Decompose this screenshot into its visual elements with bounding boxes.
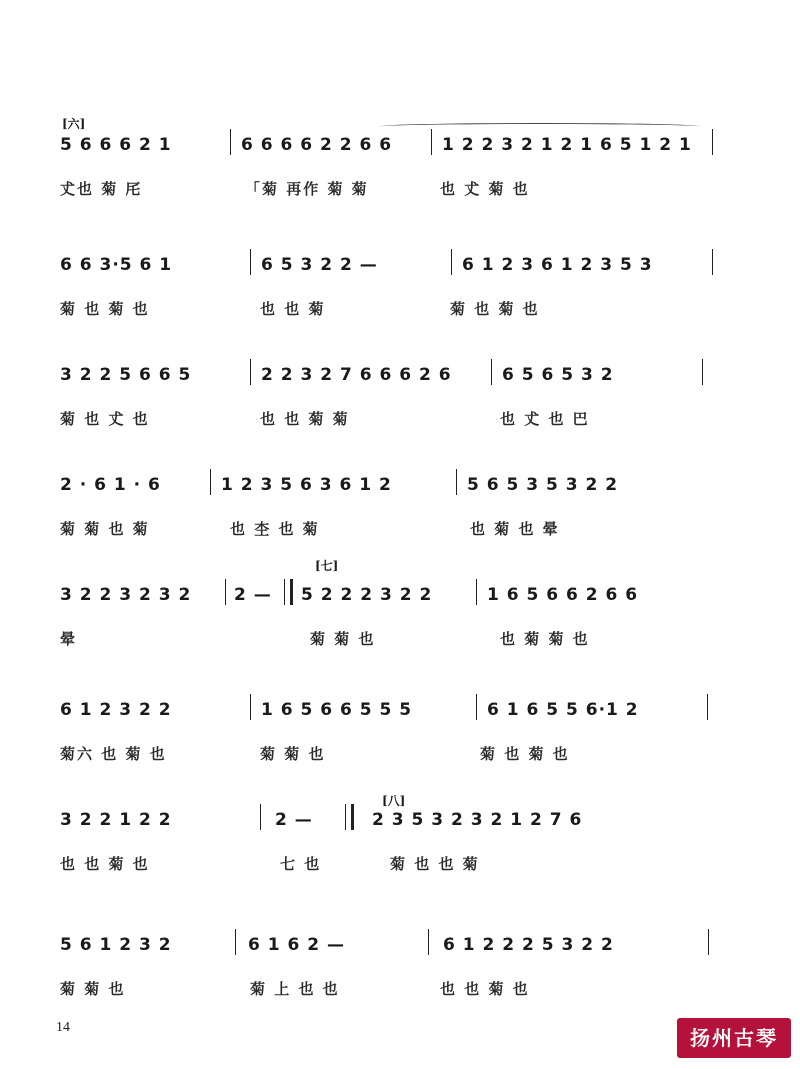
tablature: 也 也 菊 菊 [260, 409, 350, 428]
measure: 6 6 6 6 2 2 6 6 [241, 135, 393, 155]
tablature: 菊 也 𠀋 也 [60, 409, 150, 428]
measure: 2 3 5 3 2 3 2 1 2 7 6 [372, 810, 583, 830]
measure: 6 1 2 3 6 1 2 3 5 3 [462, 255, 653, 275]
page-number: 14 [56, 1020, 70, 1035]
tablature: 菊 菊 也 菊 [60, 519, 150, 538]
measure: 5 2 2 2 3 2 2 [301, 585, 433, 605]
tablature-row [60, 623, 720, 653]
tablature: 晕 [60, 629, 78, 648]
tablature: 菊 也 菊 也 [450, 299, 540, 318]
notation-row [60, 247, 720, 275]
tablature: 也 菊 也 晕 [470, 519, 560, 538]
tablature: 菊 也 菊 也 [480, 744, 570, 763]
barline [708, 929, 709, 955]
tablature: 「菊 再作 菊 菊 [245, 179, 369, 198]
measure: 2 — [234, 585, 272, 605]
tablature-row [60, 173, 720, 203]
notation-row [60, 802, 720, 830]
measure: 5 6 5 3 5 3 2 2 [467, 475, 619, 495]
measure: 6 6 3·5 6 1 [60, 255, 173, 275]
tablature: 菊 菊 也 [310, 629, 376, 648]
tablature-row [60, 973, 720, 1003]
tablature: 也 杢 也 菊 [230, 519, 320, 538]
section-mark-6: [六] [62, 117, 86, 131]
tablature: 也 也 菊 也 [440, 979, 530, 998]
measure: 6 5 6 5 3 2 [502, 365, 614, 385]
notation-row [60, 127, 720, 155]
measure: 2 — [275, 810, 313, 830]
logo-text: 扬州古琴 [690, 1026, 778, 1050]
tablature-row [60, 293, 720, 323]
barline [707, 694, 708, 720]
tablature: 菊六 也 菊 也 [60, 744, 167, 763]
tablature: 菊 也 菊 也 [60, 299, 150, 318]
measure: 5 6 1 2 3 2 [60, 935, 172, 955]
watermark-logo [677, 1018, 791, 1058]
tablature-row [60, 738, 720, 768]
tablature: 菊 上 也 也 [250, 979, 340, 998]
barline [712, 249, 713, 275]
tablature: 菊 也 也 菊 [390, 854, 480, 873]
measure: 2 2 3 2 7 6 6 6 2 6 [261, 365, 452, 385]
measure: 1 6 5 6 6 5 5 5 [261, 700, 413, 720]
tablature: 也 也 菊 [260, 299, 326, 318]
measure: 1 2 3 5 6 3 6 1 2 [221, 475, 392, 495]
tablature: 菊 菊 也 [60, 979, 126, 998]
measure: 6 1 6 2 — [248, 935, 345, 955]
tablature-row [60, 848, 720, 878]
tablature: 菊 菊 也 [260, 744, 326, 763]
notation-row [60, 692, 720, 720]
notation-row [60, 467, 720, 495]
double-barline [345, 804, 354, 830]
measure: 6 5 3 2 2 — [261, 255, 378, 275]
measure: 2 · 6 1 · 6 [60, 475, 161, 495]
tablature: 也 也 菊 也 [60, 854, 150, 873]
tablature-row [60, 513, 720, 543]
tablature: 也 菊 菊 也 [500, 629, 590, 648]
notation-row [60, 927, 720, 955]
tablature: 七 也 [280, 854, 322, 873]
tablature: 也 𠀋 也 巴 [500, 409, 590, 428]
tablature-row [60, 403, 720, 433]
tablature: 也 𠀋 菊 也 [440, 179, 530, 198]
notation-row [60, 577, 720, 605]
tablature: 𠀋也 菊 厇 [60, 179, 143, 198]
measure: 6 1 2 3 2 2 [60, 700, 172, 720]
measure: 6 1 6 5 5 6·1 2 [487, 700, 639, 720]
slur [380, 123, 700, 130]
barline [712, 129, 713, 155]
notation-row [60, 357, 720, 385]
measure: 3 2 2 5 6 6 5 [60, 365, 192, 385]
measure: 3 2 2 3 2 3 2 [60, 585, 192, 605]
section-mark-8: [八] [382, 794, 406, 808]
double-barline [284, 579, 293, 605]
measure: 5 6 6 6 2 1 [60, 135, 172, 155]
barline [702, 359, 703, 385]
measure: 1 6 5 6 6 2 6 6 [487, 585, 639, 605]
measure: 6 1 2 2 2 5 3 2 2 [443, 935, 614, 955]
measure: 1 2 2 3 2 1 2 1 6 5 1 2 1 [442, 135, 692, 155]
section-mark-7: [七] [315, 559, 339, 573]
measure: 3 2 2 1 2 2 [60, 810, 172, 830]
